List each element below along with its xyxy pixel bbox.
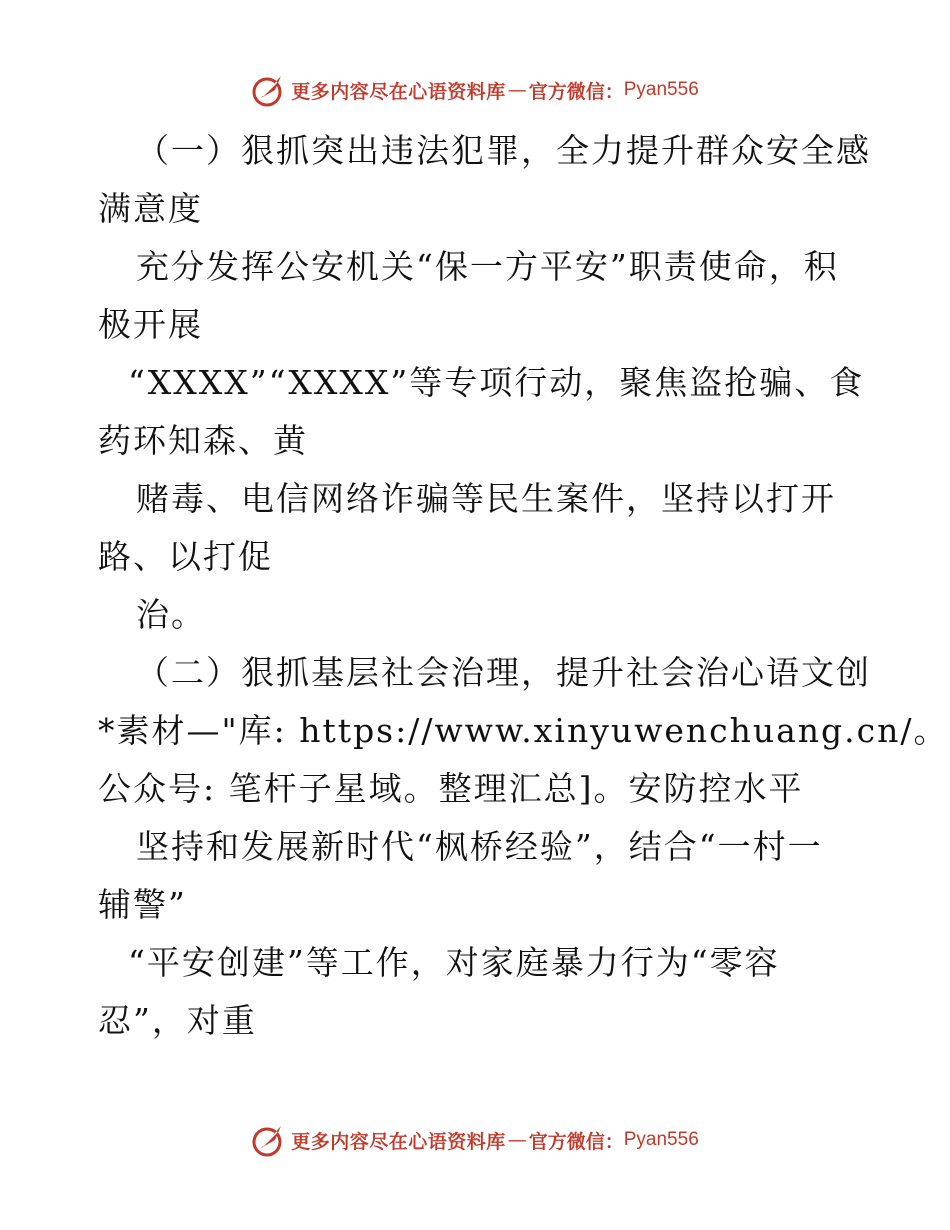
text-line: （二）狠抓基层社会治理，提升社会治心语文创 <box>136 653 871 692</box>
text-line: 路、以打促 <box>98 537 273 576</box>
text-line: 公众号: 笔杆子星域。整理汇总]。安防控水平 <box>98 769 804 808</box>
watermark-handle: Pyan556 <box>623 1129 699 1150</box>
text-line: 治。 <box>136 595 206 634</box>
text-line: （一）狠抓突出违法犯罪，全力提升群众安全感 <box>136 131 871 170</box>
watermark-text: 更多内容尽在心语资料库 <box>291 80 506 103</box>
text-line: “平安创建”等工作，对家庭暴力行为“零容 <box>128 943 780 982</box>
feather-logo-icon <box>251 72 287 108</box>
text-line: 辅警” <box>98 885 187 924</box>
feather-logo-icon <box>251 1122 287 1158</box>
document-body <box>98 122 949 1050</box>
watermark-dash: — <box>507 79 527 101</box>
watermark-dash: — <box>507 1129 527 1151</box>
text-line: 坚持和发展新时代“枫桥经验”，结合“一村一 <box>136 827 823 866</box>
watermark-label: 官方微信： <box>528 80 624 103</box>
text-line: 忍”，对重 <box>98 1001 257 1040</box>
watermark-header <box>0 70 950 110</box>
watermark-label: 官方微信： <box>528 1130 624 1153</box>
watermark-text: 更多内容尽在心语资料库 <box>291 1130 506 1153</box>
watermark-handle: Pyan556 <box>623 79 699 100</box>
text-line: 赌毒、电信网络诈骗等民生案件，坚持以打开 <box>136 479 836 518</box>
text-line: 药环知森、黄 <box>98 421 308 460</box>
text-line: 极开展 <box>98 305 203 344</box>
watermark-footer <box>0 1120 950 1160</box>
text-line: *素材—"库: https://www.xinyuwenchuang.cn/。 <box>98 711 949 750</box>
text-line: 满意度 <box>98 189 203 228</box>
text-line: “XXXX”“XXXX”等专项行动，聚焦盗抢骗、食 <box>128 363 865 402</box>
text-line: 充分发挥公安机关“保一方平安”职责使命，积 <box>136 247 839 286</box>
